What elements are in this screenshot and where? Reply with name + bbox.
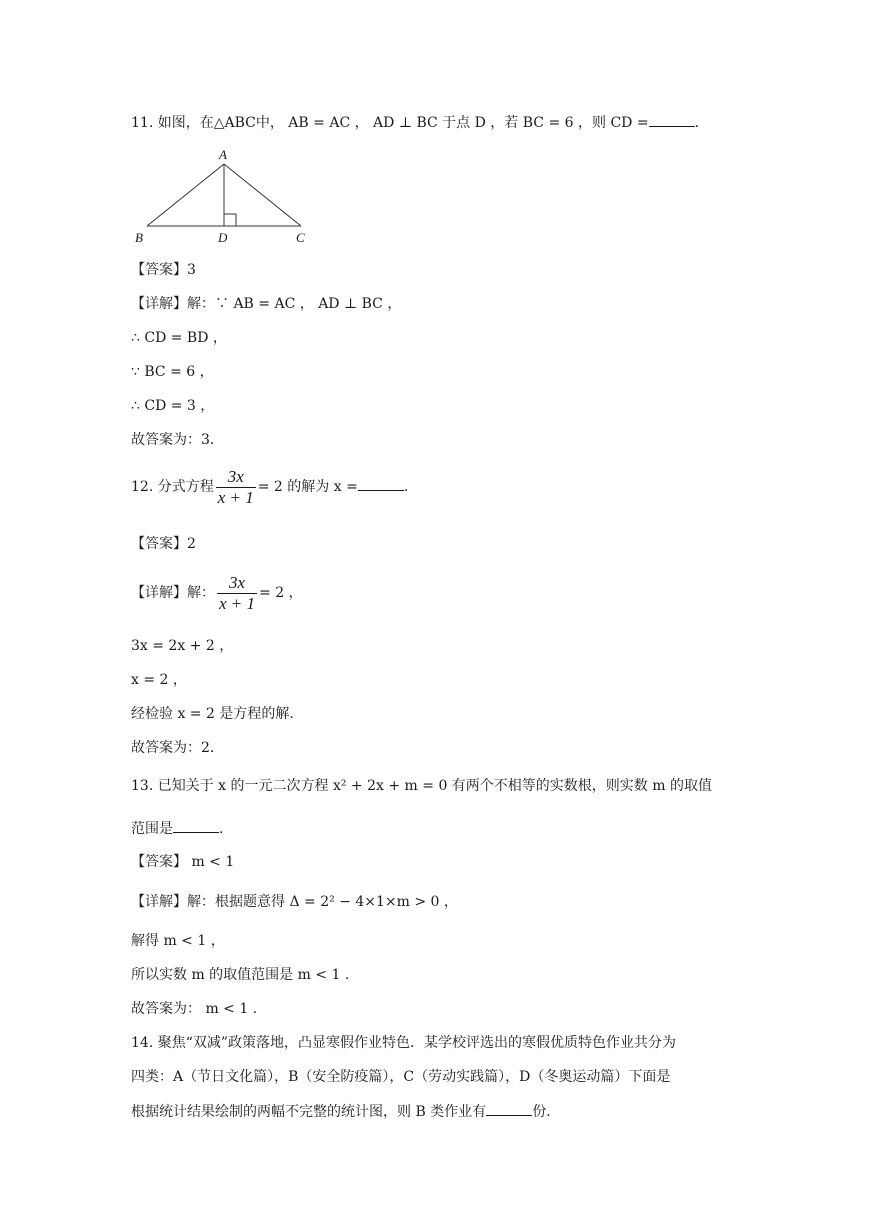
q13-detail: 【详解】解：根据题意得 Δ = 2² − 4×1×m > 0 ，: [131, 894, 458, 910]
q11-vertex-a: A: [219, 147, 227, 162]
q11-detail: 【详解】解：∵ AB = AC ， AD ⊥ BC ，: [131, 296, 402, 312]
q11-stem: [131, 112, 699, 133]
q12-answer: 【答案】2: [131, 536, 196, 552]
q12-fraction: [216, 467, 256, 508]
q12-detail-numerator: 3x: [217, 573, 257, 594]
q11-triangle-figure: [131, 146, 311, 246]
q13-step2: 所以实数 m 的取值范围是 m < 1 .: [131, 967, 350, 983]
q12-detail-fraction: [217, 573, 257, 614]
q13-step1: 解得 m < 1 ，: [131, 933, 225, 949]
q14-line3-text: 根据统计结果绘制的两幅不完整的统计图，则 B 类作业有: [131, 1104, 487, 1120]
q14-line1: 14. 聚焦“双减”政策落地，凸显寒假作业特色．某学校评选出的寒假优质特色作业共分为: [131, 1035, 677, 1051]
q13-stem-end: .: [219, 821, 224, 837]
q11-answer: 【答案】3: [131, 262, 196, 278]
q14-line3: [131, 1101, 551, 1122]
q12-step1: 3x = 2x + 2 ，: [131, 638, 234, 654]
q14-stem-end: 份.: [532, 1104, 551, 1120]
q12-detail-suffix: = 2 ，: [259, 585, 303, 601]
q12-detail: [131, 572, 303, 614]
q12-stem-end: .: [403, 479, 409, 495]
q12-prefix: 12. 分式方程: [131, 479, 214, 495]
q12-blank: [358, 476, 404, 491]
q11-vertex-c: C: [296, 230, 305, 245]
q12-suffix: = 2 的解为 x =: [257, 479, 358, 495]
q13-stem-line2: [131, 818, 223, 839]
q11-stem-text: 11. 如图，在△ABC中， AB = AC ， AD ⊥ BC 于点 D ，若 BC = 6 ，则 CD =: [131, 115, 649, 131]
q13-blank: [173, 818, 219, 833]
q11-blank: [649, 112, 695, 127]
q11-step2: ∵ BC = 6 ，: [131, 364, 214, 380]
q13-final: 故答案为： m < 1 .: [131, 1001, 258, 1017]
q12-detail-prefix: 【详解】解：: [131, 585, 215, 601]
q12-numerator: 3x: [216, 467, 256, 488]
q14-blank: [486, 1101, 532, 1116]
q12-stem: [131, 466, 408, 508]
q12-detail-denominator: x + 1: [219, 593, 256, 613]
q12-final: 故答案为：2．: [131, 740, 224, 756]
q13-answer: 【答案】 m < 1: [131, 854, 235, 870]
q13-stem-line2-text: 范围是: [131, 821, 173, 837]
q11-step3: ∴ CD = 3 ，: [131, 398, 215, 414]
q12-step2: x = 2 ，: [131, 672, 187, 688]
q11-vertex-d: D: [218, 230, 228, 245]
q11-step1: ∴ CD = BD ，: [131, 330, 227, 346]
q11-stem-end: .: [694, 115, 700, 131]
q14-line2: 四类：A（节日文化篇），B（安全防疫篇），C（劳动实践篇），D（冬奥运动篇）下面是: [131, 1069, 671, 1085]
q13-stem-line1: 13. 已知关于 x 的一元二次方程 x² + 2x + m = 0 有两个不相等的实数根，则实数 m 的取值: [131, 778, 712, 794]
q11-final: 故答案为：3．: [131, 432, 224, 448]
q12-step3: 经检验 x = 2 是方程的解.: [131, 706, 294, 722]
q12-denominator: x + 1: [217, 487, 254, 507]
q11-vertex-b: B: [135, 230, 143, 245]
